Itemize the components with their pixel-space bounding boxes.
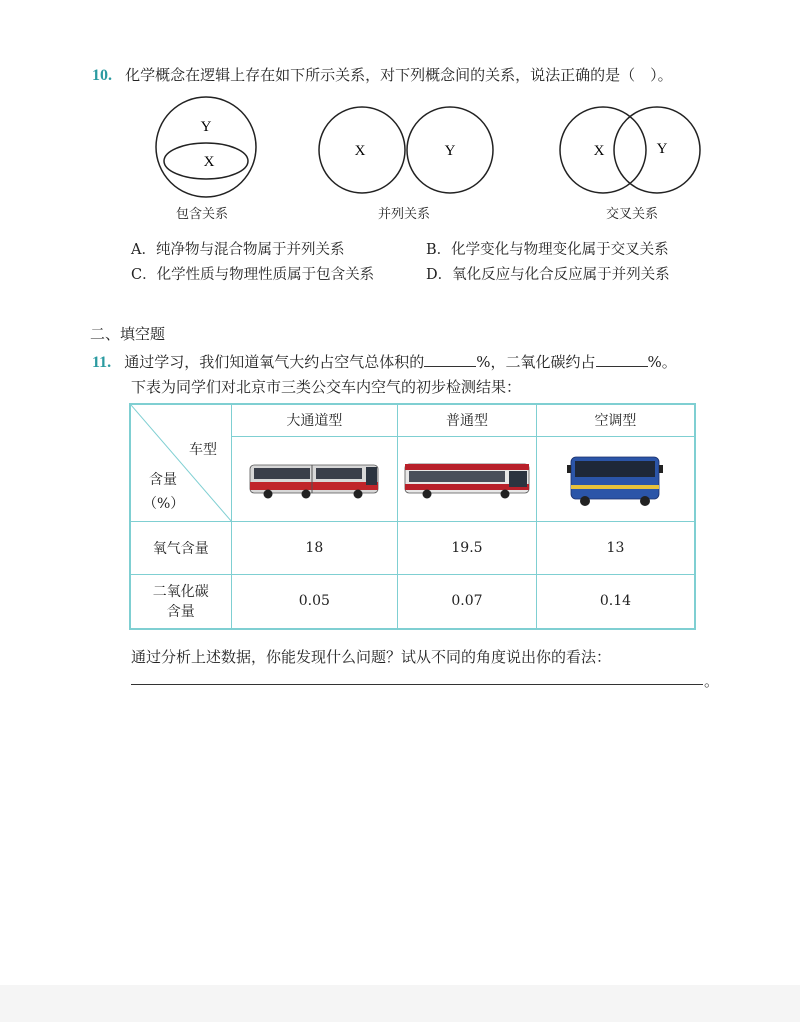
intersection-diagram (560, 107, 700, 193)
option-d: D．氧化反应与化合反应属于并列关系 (426, 267, 670, 283)
question-10 (92, 64, 673, 85)
question-stem: 化学概念在逻辑上存在如下所示关系，对下列概念间的关系，说法正确的是（ ）。 (125, 66, 673, 84)
row-label-co2 (130, 574, 231, 629)
ac-bus-image-cell (536, 436, 695, 521)
caption-intersection: 交叉关系 (606, 207, 659, 222)
standard-bus-image-cell (398, 436, 537, 521)
column-header: 大通道型 (231, 404, 397, 436)
cell-oxygen-standard: 19.5 (398, 521, 537, 574)
parallel-right-label: Y (444, 143, 456, 159)
intersection-right-label: Y (656, 141, 668, 157)
row-label-co2-line1: 二氧化碳 (152, 584, 209, 601)
intersection-left-label: X (593, 143, 605, 159)
q11-line1-b: %，二氧化碳约占 (476, 353, 596, 371)
inclusion-inner-label: X (203, 154, 215, 170)
co2-blank[interactable] (596, 352, 648, 367)
question-number: 11. (92, 354, 112, 371)
inclusion-diagram (156, 97, 256, 197)
cell-co2-standard: 0.07 (398, 574, 537, 629)
articulated-bus-image-cell (231, 436, 397, 521)
caption-inclusion: 包含关系 (176, 207, 229, 222)
question-number: 10. (92, 67, 112, 84)
option-b: B．化学变化与物理变化属于交叉关系 (426, 242, 669, 258)
bus-air-table (129, 403, 696, 630)
column-header: 普通型 (398, 404, 537, 436)
option-c: C．化学性质与物理性质属于包含关系 (131, 267, 375, 283)
q11-line1-c: %。 (647, 353, 677, 371)
section-heading: 二、填空题 (90, 325, 166, 343)
parallel-diagram (319, 107, 493, 193)
cell-oxygen-articulated: 18 (231, 521, 397, 574)
oxygen-blank[interactable] (424, 352, 476, 367)
column-header: 空调型 (536, 404, 695, 436)
answer-line[interactable] (131, 683, 703, 685)
q11-line1-a: 通过学习，我们知道氧气大约占空气总体积的 (124, 353, 425, 371)
caption-parallel: 并列关系 (378, 207, 431, 222)
corner-unit-label: （%） (143, 496, 185, 512)
cell-co2-ac: 0.14 (536, 574, 695, 629)
q11-line2: 下表为同学们对北京市三类公交车内空气的初步检测结果： (131, 378, 522, 396)
row-label-oxygen: 氧气含量 (130, 521, 231, 574)
venn-diagrams (140, 95, 720, 210)
inclusion-outer-label: Y (200, 119, 212, 135)
cell-oxygen-ac: 13 (536, 521, 695, 574)
table-corner-cell (130, 404, 231, 521)
corner-top-label: 车型 (189, 442, 217, 458)
parallel-left-label: X (354, 143, 366, 159)
articulated-bus-image (248, 457, 380, 501)
analysis-question: 通过分析上述数据，你能发现什么问题？试从不同的角度说出你的看法： (131, 648, 612, 666)
page-bottom-strip (0, 985, 800, 1022)
ac-bus-image (565, 451, 665, 507)
option-a: A．纯净物与混合物属于并列关系 (131, 242, 345, 258)
corner-bottom-label: 含量 (149, 472, 177, 488)
standard-bus-image (403, 457, 531, 501)
cell-co2-articulated: 0.05 (231, 574, 397, 629)
answer-end-mark: 。 (704, 672, 720, 690)
row-label-co2-line2: 含量 (166, 604, 195, 621)
question-11 (92, 351, 677, 372)
